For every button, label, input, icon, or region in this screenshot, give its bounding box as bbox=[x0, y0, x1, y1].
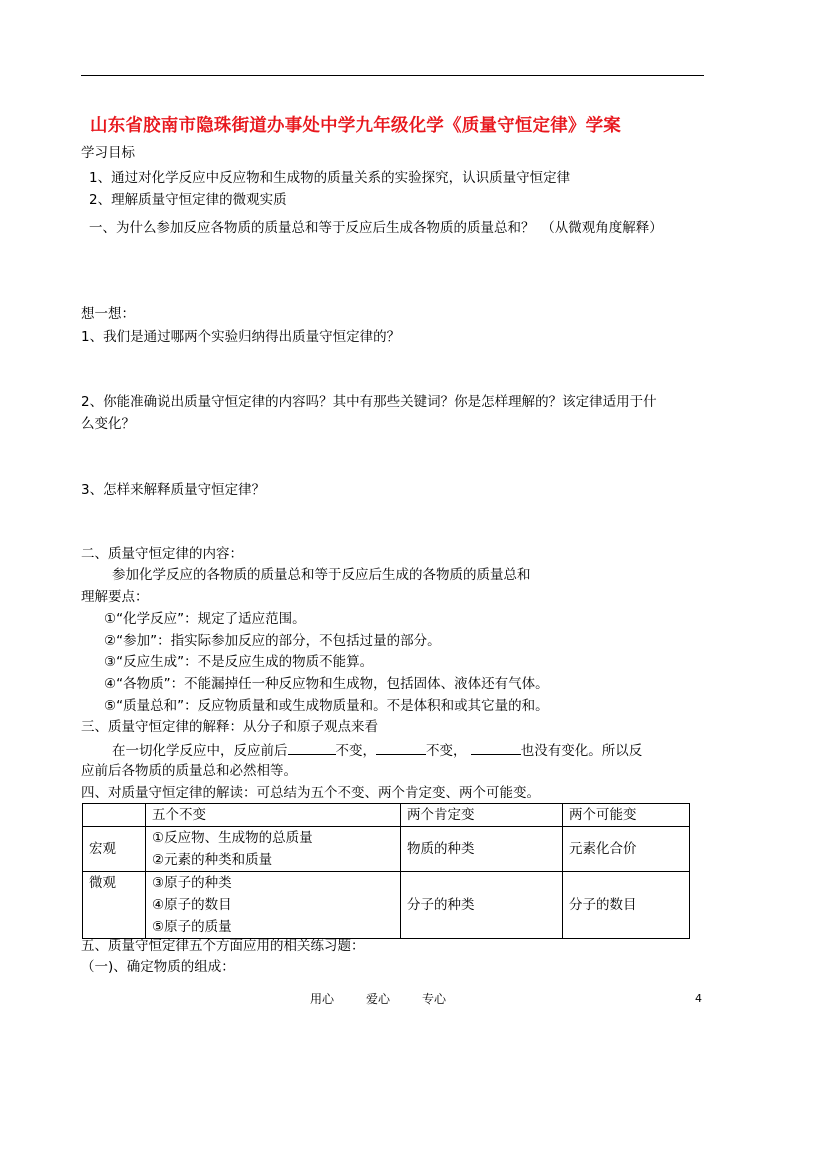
objectives-heading: 学习目标 bbox=[81, 145, 135, 161]
think-question-2-cont: 么变化？ bbox=[81, 416, 135, 432]
section-3-heading: 三、质量守恒定律的解释：从分子和原子观点来看 bbox=[81, 719, 378, 735]
fill-text: 也没有变化。所以反 bbox=[520, 743, 643, 759]
table-row-micro bbox=[83, 872, 690, 939]
row-label-macro: 宏观 bbox=[83, 827, 146, 872]
section-1-heading: 一、为什么参加反应各物质的质量总和等于反应后生成各物质的质量总和？ （从微观角度解释） bbox=[89, 220, 663, 236]
table-header-cell: 两个肯定变 bbox=[401, 804, 563, 827]
key-point: ⑤“质量总和”：反应物质量和或生成物质量和。不是体积和或其它量的和。 bbox=[104, 698, 549, 714]
think-question-3: 3、怎样来解释质量守恒定律？ bbox=[81, 482, 266, 498]
cell-line: ④原子的数目 bbox=[152, 897, 232, 913]
micro-possible-cell: 分子的数目 bbox=[563, 872, 690, 939]
key-points-heading: 理解要点： bbox=[81, 589, 149, 605]
section-2-heading: 二、质量守恒定律的内容： bbox=[81, 546, 243, 562]
conservation-summary-table bbox=[82, 803, 690, 939]
think-heading: 想一想： bbox=[81, 306, 135, 322]
fill-text: 在一切化学反应中，反应前后 bbox=[112, 743, 288, 759]
fill-in-sentence bbox=[112, 742, 642, 759]
objective-item: 2、理解质量守恒定律的微观实质 bbox=[89, 192, 287, 208]
cell-line: ①反应物、生成物的总质量 bbox=[152, 830, 313, 846]
table-row-macro bbox=[83, 827, 690, 872]
table-header-row bbox=[83, 804, 690, 827]
cell-line: ②元素的种类和质量 bbox=[152, 852, 273, 868]
document-title: 山东省胶南市隐珠街道办事处中学九年级化学《质量守恒定律》学案 bbox=[90, 116, 621, 136]
footer-motto: 用心 bbox=[310, 992, 335, 1006]
macro-definite-cell: 物质的种类 bbox=[401, 827, 563, 872]
footer-motto: 专心 bbox=[422, 992, 447, 1006]
answer-blank-1[interactable] bbox=[288, 742, 336, 755]
section-4-heading: 四、对质量守恒定律的解读：可总结为五个不变、两个肯定变、两个可能变。 bbox=[81, 785, 540, 801]
micro-unchanged-cell bbox=[146, 872, 401, 939]
fill-in-sentence-cont: 应前后各物质的质量总和必然相等。 bbox=[81, 763, 297, 779]
fill-text: 不变， bbox=[335, 743, 376, 759]
cell-line: ⑤原子的质量 bbox=[152, 919, 232, 935]
micro-definite-cell: 分子的种类 bbox=[401, 872, 563, 939]
think-question-1: 1、我们是通过哪两个实验归纳得出质量守恒定律的？ bbox=[81, 329, 401, 345]
think-question-2: 2、你能准确说出质量守恒定律的内容吗？其中有那些关键词？你是怎样理解的？该定律适用于什 bbox=[81, 394, 657, 410]
fill-text: 不变， bbox=[426, 743, 467, 759]
cell-line: ③原子的种类 bbox=[152, 875, 232, 891]
section-5-subheading: （一)、确定物质的组成： bbox=[81, 959, 235, 975]
table-header-cell: 两个可能变 bbox=[563, 804, 690, 827]
row-label-micro: 微观 bbox=[83, 872, 146, 939]
table-header-cell: 五个不变 bbox=[146, 804, 401, 827]
page-number: 4 bbox=[695, 992, 702, 1005]
section-5-heading: 五、质量守恒定律五个方面应用的相关练习题： bbox=[81, 938, 365, 954]
footer-motto: 爱心 bbox=[366, 992, 391, 1006]
answer-blank-2[interactable] bbox=[376, 742, 426, 755]
key-point: ②“参加”：指实际参加反应的部分，不包括过量的部分。 bbox=[104, 633, 441, 649]
macro-unchanged-cell bbox=[146, 827, 401, 872]
key-point: ③“反应生成”：不是反应生成的物质不能算。 bbox=[104, 654, 374, 670]
macro-possible-cell: 元素化合价 bbox=[563, 827, 690, 872]
answer-blank-3[interactable] bbox=[471, 742, 521, 755]
key-point: ①“化学反应”：规定了适应范围。 bbox=[104, 611, 306, 627]
header-rule bbox=[81, 75, 704, 76]
key-point: ④“各物质”：不能漏掉任一种反应物和生成物，包括固体、液体还有气体。 bbox=[104, 676, 549, 692]
objective-item: 1、通过对化学反应中反应物和生成物的质量关系的实验探究，认识质量守恒定律 bbox=[89, 170, 571, 186]
table-header-cell bbox=[83, 804, 146, 827]
law-statement: 参加化学反应的各物质的质量总和等于反应后生成的各物质的质量总和 bbox=[112, 567, 531, 583]
